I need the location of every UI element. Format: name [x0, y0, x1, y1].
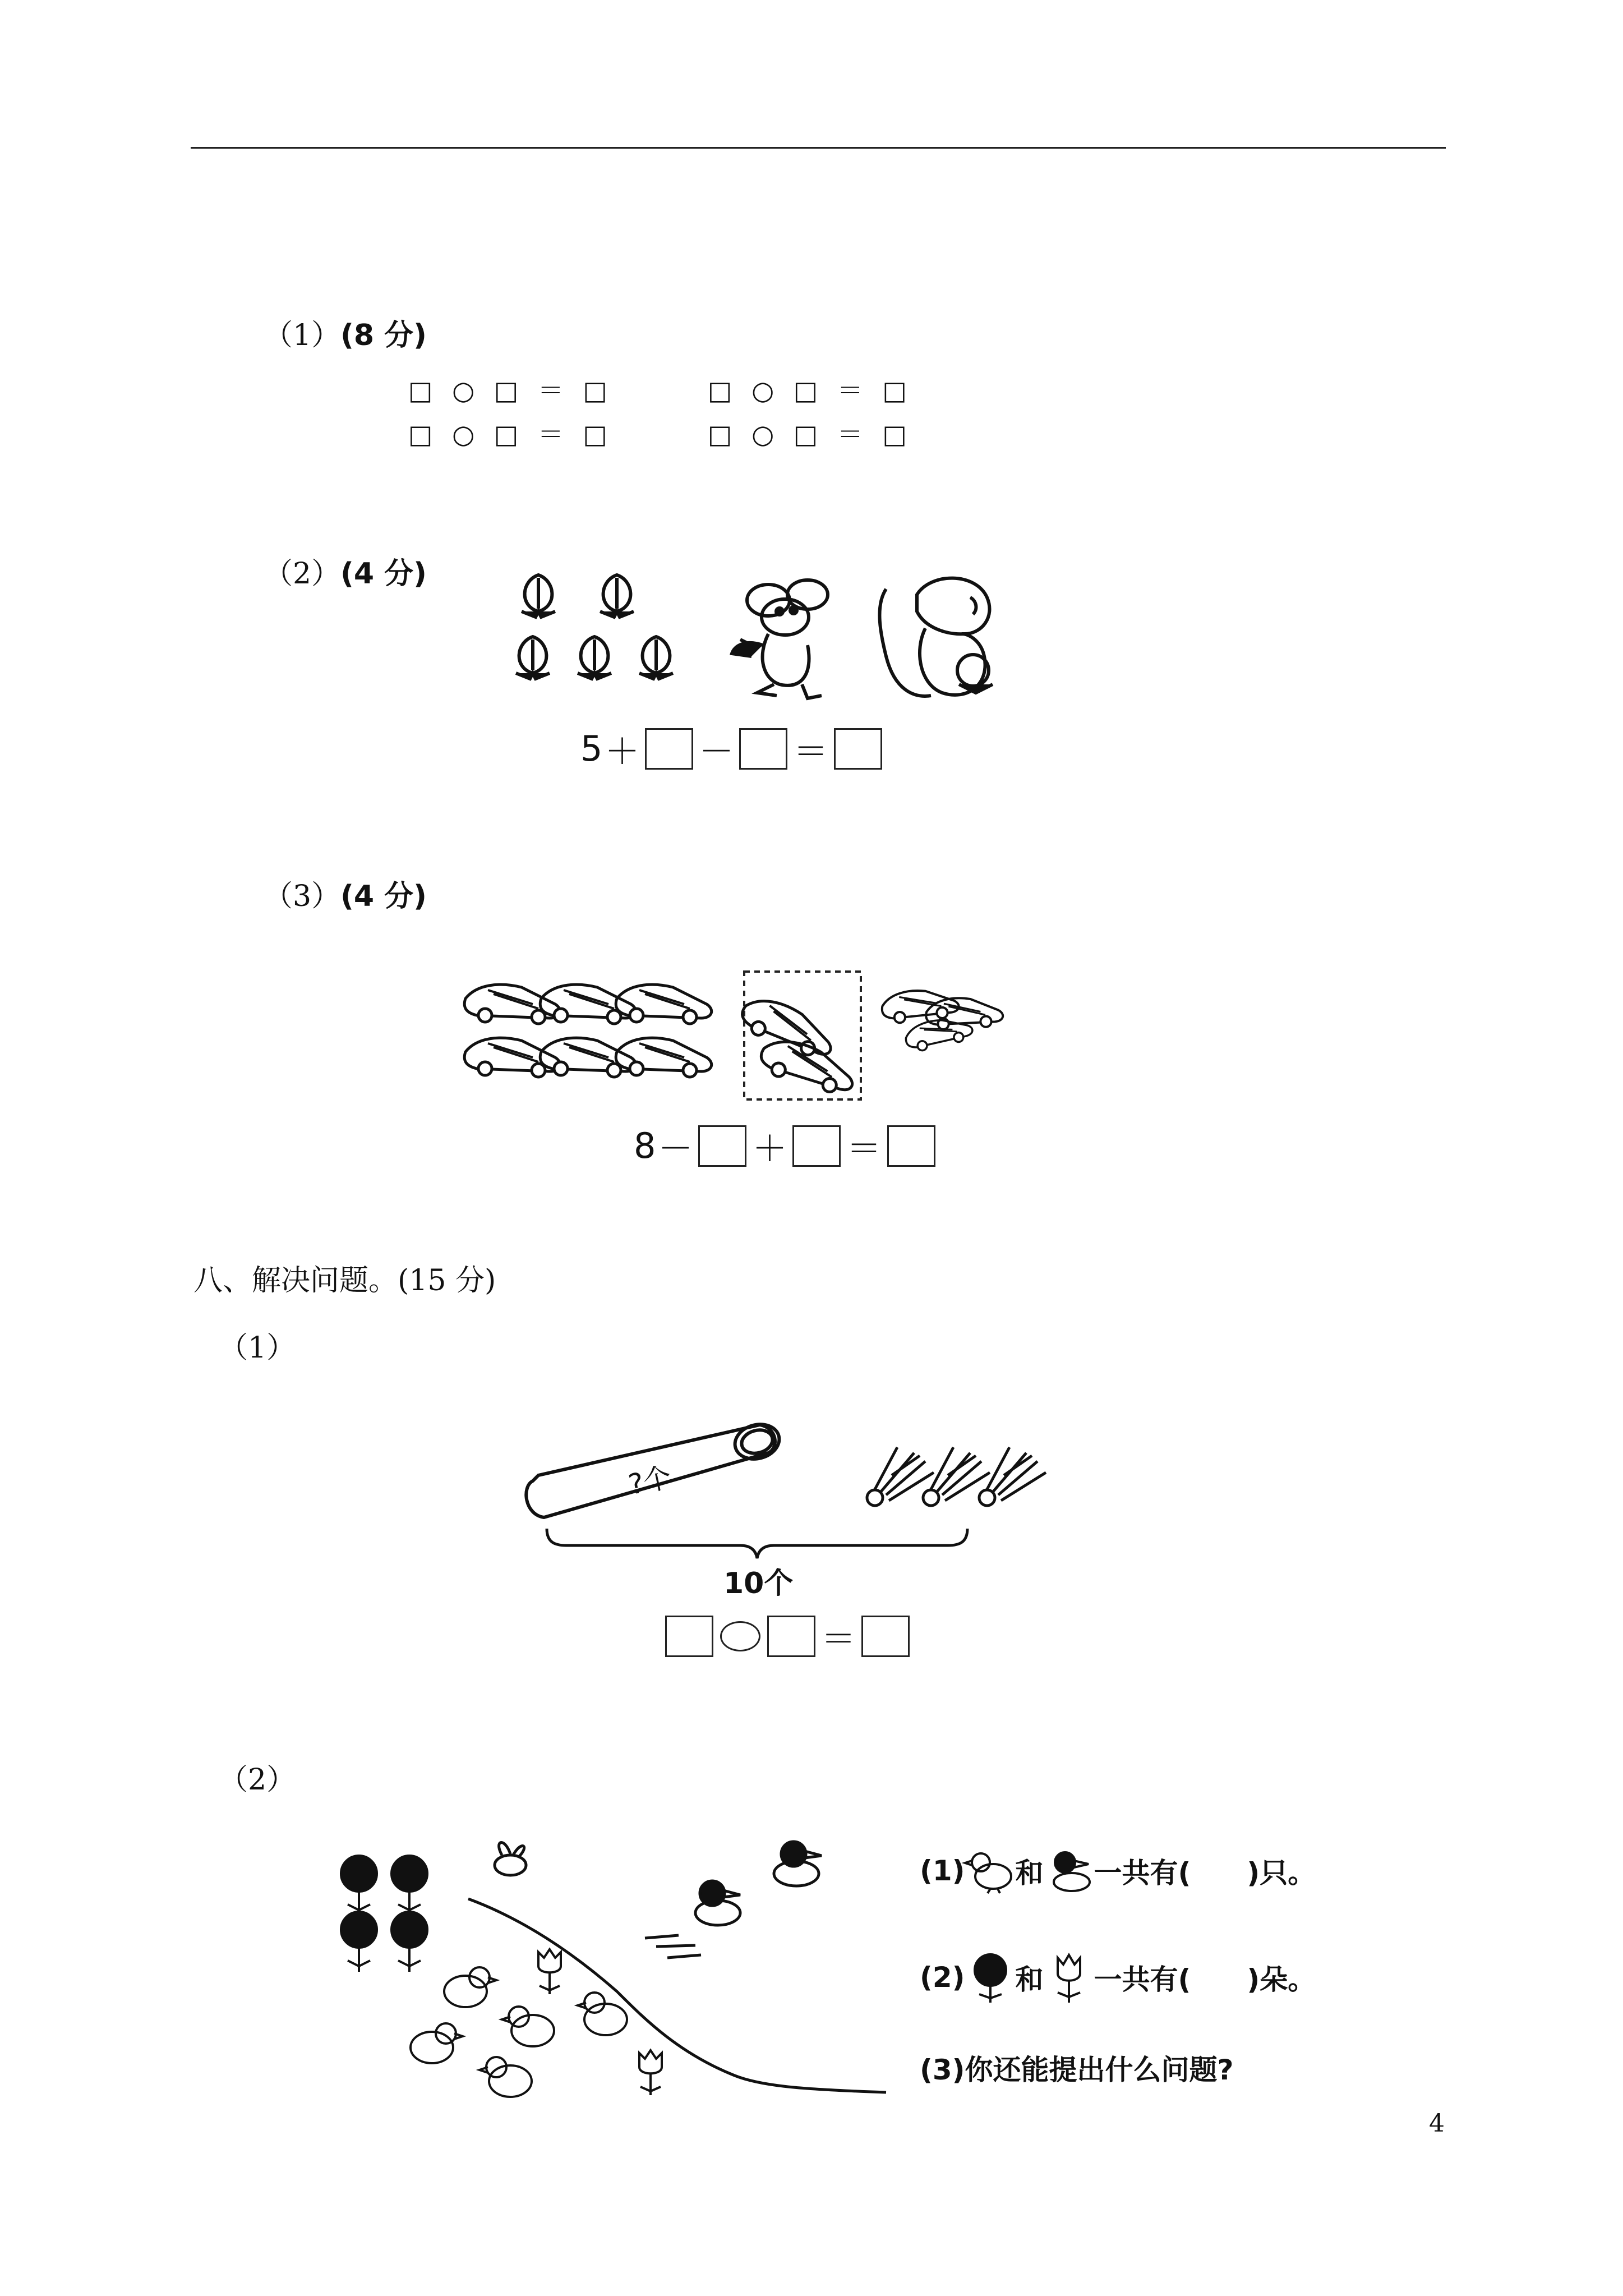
mouse-icon [723, 578, 847, 707]
equation-2 [580, 724, 886, 774]
answer-box[interactable] [698, 1125, 746, 1167]
part1-label: （1）(8 分) [264, 319, 427, 352]
eq2-equals: ＝ [793, 731, 828, 772]
answer-box[interactable] [887, 1125, 935, 1167]
question-line-3: (3)你还能提出什么问题? [920, 2054, 1234, 2086]
section8-title: 八、解决问题。(15 分) [193, 1264, 496, 1297]
tube-label: ?个 [625, 1460, 675, 1502]
part2-label: （2）(4 分) [264, 557, 427, 591]
question-line-2: (2) 和 一共有( )朵。 [920, 1952, 1316, 2003]
question-line-1: (1) 和 一共有( )只。 [920, 1848, 1316, 1893]
brace-label: 10个 [723, 1567, 794, 1600]
eq2-op2: － [699, 731, 734, 772]
answer-box[interactable] [834, 728, 882, 770]
equation-q1 [662, 1611, 913, 1661]
equation-row-2b: □ ○ □ ＝ □ [708, 419, 913, 449]
section8-q2-label: （2） [219, 1763, 296, 1797]
answer-box[interactable] [861, 1616, 910, 1657]
monkey-icon [864, 572, 1009, 707]
duck-icon [1044, 1848, 1094, 1893]
section8-q1-label: （1） [219, 1331, 296, 1365]
chick-icon [965, 1848, 1016, 1893]
equation-row-2a: □ ○ □ ＝ □ [408, 419, 614, 449]
page-number: 4 [1429, 2109, 1445, 2138]
answer-box[interactable] [645, 728, 693, 770]
peach-icon [505, 567, 695, 696]
equation-3 [634, 1121, 939, 1171]
eq3-op1: － [658, 1128, 693, 1169]
answer-box[interactable] [767, 1616, 815, 1657]
eq3-start: 8 [634, 1125, 656, 1166]
header-rule [191, 147, 1446, 149]
eq3-op2: ＋ [752, 1128, 787, 1169]
flower-icon [965, 1952, 1016, 2003]
part3-label: （3）(4 分) [264, 880, 427, 913]
eq3-equals: ＝ [846, 1128, 882, 1169]
tulip-icon [1044, 1952, 1094, 2003]
answer-box[interactable] [665, 1616, 713, 1657]
eq2-op1: ＋ [605, 731, 640, 772]
scene-illustration [331, 1840, 892, 2109]
shuttlecock-icon [858, 1436, 1043, 1509]
eq-q1-equals: ＝ [821, 1618, 856, 1659]
car-icon [465, 970, 1026, 1116]
eq2-start: 5 [580, 728, 603, 769]
answer-box[interactable] [739, 728, 787, 770]
brace [544, 1526, 970, 1559]
answer-box[interactable] [792, 1125, 841, 1167]
equation-row-1b: □ ○ □ ＝ □ [708, 375, 913, 406]
operator-oval[interactable] [720, 1621, 760, 1651]
equation-row-1a: □ ○ □ ＝ □ [408, 375, 614, 406]
